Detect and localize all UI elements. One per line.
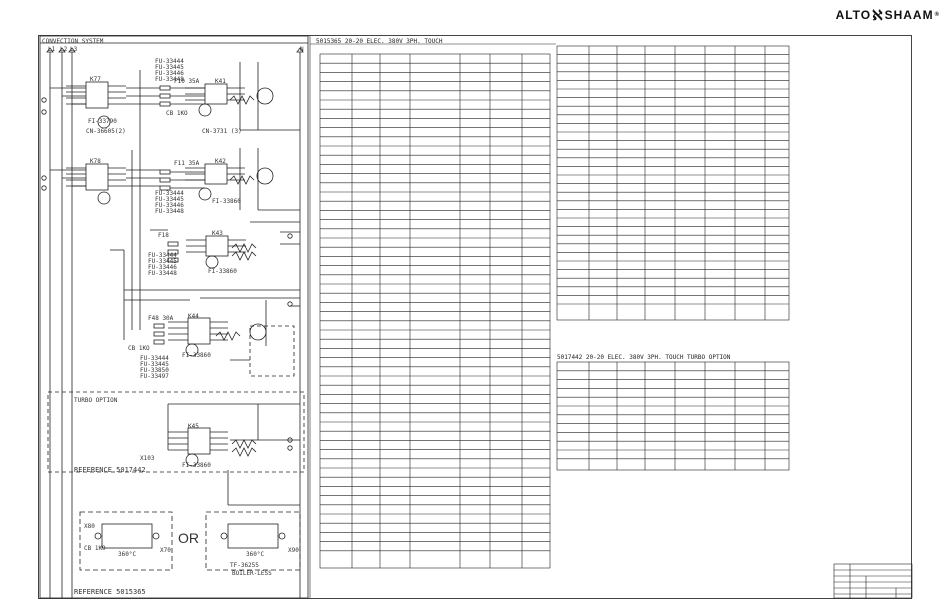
coil-icon <box>199 104 211 116</box>
brand-swirl-icon: ℵ <box>872 6 884 23</box>
fuse-icon <box>160 186 170 190</box>
terminal-icon <box>42 186 46 190</box>
wire-tables-group <box>310 36 912 598</box>
reference-main: REFERENCE 5015365 <box>74 588 146 596</box>
wiring-group <box>40 36 308 598</box>
turbo-table-title: 5017442 20-20 ELEC. 380V 3PH. TOUCH TURBO OPTION <box>557 354 731 361</box>
terminal-icon <box>153 533 159 539</box>
fuse-1d: FU-33448 <box>155 76 184 83</box>
fuse-4b: FU-33445 <box>140 361 169 368</box>
terminal-icon <box>95 533 101 539</box>
label-cb1: CB 1KO <box>166 110 188 117</box>
option-panel-right <box>206 512 300 570</box>
upper-right-wire-table-frame <box>557 46 789 320</box>
contactor-k42: K42 <box>215 158 226 165</box>
k43-box <box>206 236 228 256</box>
label-x80: X80 <box>84 523 95 530</box>
relay-block-left <box>102 524 152 548</box>
coil-icon <box>98 116 110 128</box>
coil-icon <box>186 344 198 356</box>
schematic-title: CONVECTION SYSTEM <box>42 38 104 45</box>
heater-element <box>216 332 240 340</box>
fuse-4c: FU-33850 <box>140 367 169 374</box>
turbo-option-label: TURBO OPTION <box>74 397 118 404</box>
k41-box <box>205 84 227 104</box>
fuse-2d: FU-33448 <box>155 208 184 215</box>
line-terminal-icon <box>297 48 303 52</box>
fuse-icon <box>160 178 170 182</box>
motor-icon <box>257 168 273 184</box>
fuse-4d: FU-33497 <box>140 373 169 380</box>
brand-right: SHAAM <box>884 8 934 22</box>
k45-box <box>188 428 210 454</box>
label-x70: X70 <box>160 547 171 554</box>
k78-box <box>86 164 108 190</box>
k42-box <box>205 164 227 184</box>
label-f10: F10 35A <box>174 78 200 85</box>
coil-icon <box>206 256 218 268</box>
fuse-icon <box>168 250 178 254</box>
heater-element <box>232 440 256 448</box>
label-cb3: CB 1KO <box>128 345 150 352</box>
part-temp-b: 360°C <box>246 551 265 558</box>
fuse-3c: FU-33446 <box>148 264 177 271</box>
k44-box <box>188 318 210 344</box>
part-temp-a: 360°C <box>118 551 137 558</box>
heater-element <box>232 448 256 456</box>
contactor-k45: K45 <box>188 423 199 430</box>
terminal-icon <box>288 302 292 306</box>
terminal-icon <box>279 533 285 539</box>
terminal-icon <box>42 98 46 102</box>
fuse-1c: FU-33446 <box>155 70 184 77</box>
part-fi33860-d: FI-33860 <box>182 462 211 469</box>
line-l3: L3 <box>70 46 78 53</box>
brand-mark: ® <box>934 12 940 18</box>
contactor-k44: K44 <box>188 313 199 320</box>
fuse-icon <box>168 242 178 246</box>
part-fi33860-a: FI-33860 <box>212 198 241 205</box>
label-cb2: CB 1K9 <box>84 545 106 552</box>
coil-icon <box>199 188 211 200</box>
part-fi33860-b: FI-33860 <box>208 268 237 275</box>
k77-box <box>86 82 108 108</box>
main-table-title: 5015365 20-20 ELEC. 380V 3PH. TOUCH <box>316 38 443 45</box>
terminal-icon <box>42 176 46 180</box>
fuse-3d: FU-33448 <box>148 270 177 277</box>
label-f11: F11 35A <box>174 160 200 167</box>
fuse-icon <box>160 170 170 174</box>
main-wire-table-frame <box>320 54 550 568</box>
contactor-k41: K41 <box>215 78 226 85</box>
coil-icon <box>98 192 110 204</box>
coil-icon <box>186 454 198 466</box>
contactor-k78: K78 <box>90 158 101 165</box>
terminal-icon <box>42 110 46 114</box>
fuse-icon <box>168 258 178 262</box>
turbo-wire-table-frame <box>557 362 789 470</box>
fuse-icon <box>160 86 170 90</box>
fuse-2a: FU-33444 <box>155 190 184 197</box>
part-cn36605: CN-36605(2) <box>86 128 126 135</box>
brand-left: ALTO <box>835 8 872 22</box>
option-panel-left <box>80 512 172 570</box>
relay-block-right <box>228 524 278 548</box>
fuse-icon <box>160 94 170 98</box>
terminal-icon <box>288 234 292 238</box>
fuse-2c: FU-33446 <box>155 202 184 209</box>
title-block <box>834 564 912 598</box>
part-fi33790: FI-33790 <box>88 118 117 125</box>
line-l2: L2 <box>60 46 68 53</box>
fuse-1b: FU-33445 <box>155 64 184 71</box>
fuse-icon <box>154 332 164 336</box>
heater-element <box>232 252 256 260</box>
line-l1: L1 <box>48 46 56 53</box>
fuse-4a: FU-33444 <box>140 355 169 362</box>
part-tf36255: TF-36255 <box>230 562 259 569</box>
terminal-icon <box>221 533 227 539</box>
label-f18: F18 <box>158 232 169 239</box>
part-cn3731: CN-3731 (3) <box>202 128 242 135</box>
fuse-2b: FU-33445 <box>155 196 184 203</box>
fuse-3b: FU-33445 <box>148 258 177 265</box>
reference-turbo: REFERENCE 5017442 <box>74 466 146 474</box>
dashed-region <box>250 326 294 376</box>
or-label: OR <box>178 530 199 546</box>
fuse-icon <box>160 102 170 106</box>
fuse-3a: FU-33444 <box>148 252 177 259</box>
label-x90: X90 <box>288 547 299 554</box>
label-x103: X103 <box>140 455 155 462</box>
label-f48: F48 30A <box>148 315 174 322</box>
heater-element <box>232 244 256 252</box>
terminal-icon <box>288 446 292 450</box>
fuse-icon <box>154 340 164 344</box>
fuse-1a: FU-33444 <box>155 58 184 65</box>
motor-icon <box>257 88 273 104</box>
boiler-less-label: BOILER-LESS <box>232 570 272 577</box>
contactor-k43: K43 <box>212 230 223 237</box>
line-n: N <box>300 46 304 53</box>
contactor-k77: K77 <box>90 76 101 83</box>
fuse-icon <box>154 324 164 328</box>
part-fi33860-c: FI-33860 <box>182 352 211 359</box>
